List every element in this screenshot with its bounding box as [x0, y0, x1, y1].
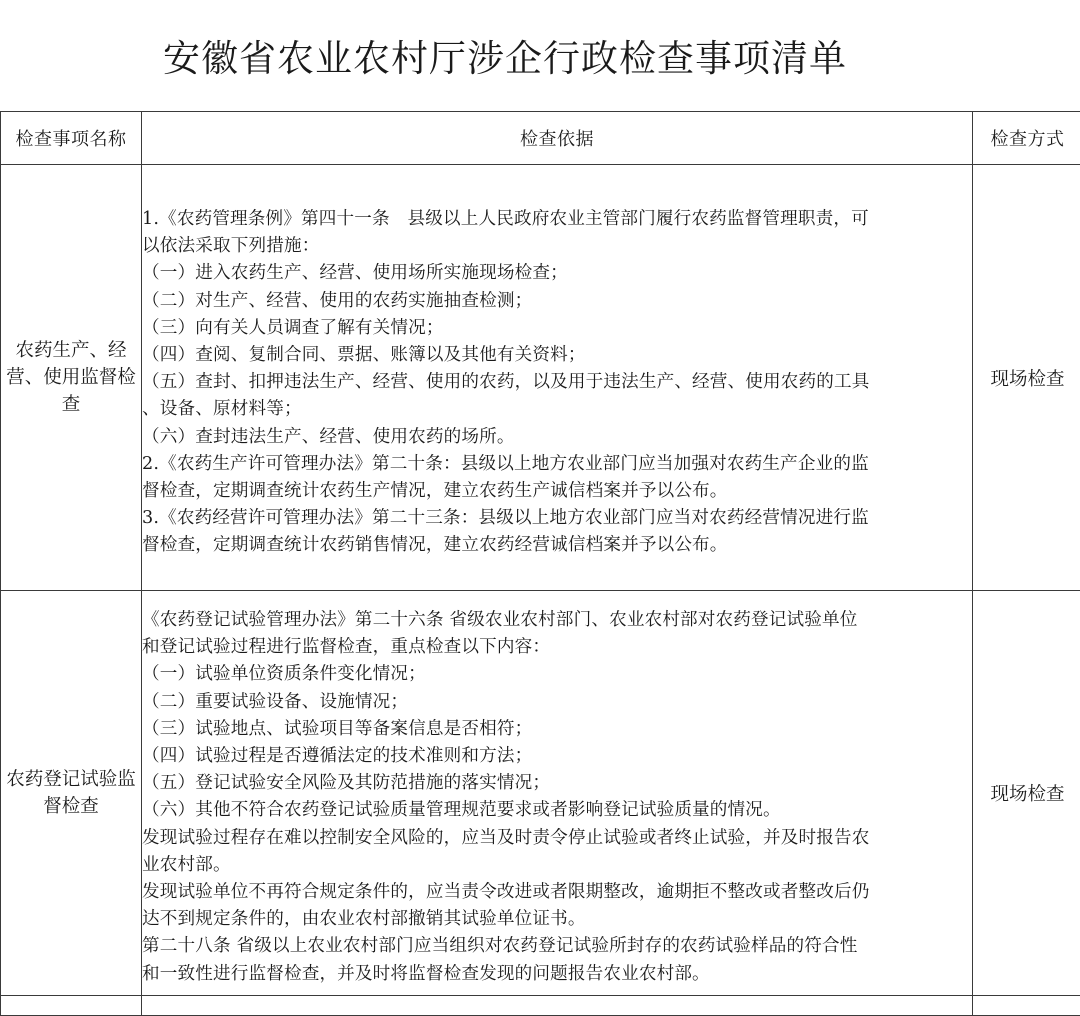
basis-line: 2.《农药生产许可管理办法》第二十条：县级以上地方农业部门应当加强对农药生产企业的监 — [142, 451, 972, 478]
item-name-cell — [1, 165, 142, 591]
basis-line: （三）向有关人员调查了解有关情况； — [142, 315, 972, 342]
item-name-cell — [1, 591, 142, 996]
basis-line: 、设备、原材料等； — [142, 396, 972, 423]
item-name-cell — [1, 996, 142, 1016]
basis-line: （四）查阅、复制合同、票据、账簿以及其他有关资料； — [142, 342, 972, 369]
basis-line: 第二十八条 省级以上农业农村部门应当组织对农药登记试验所封存的农药试验样品的符合性 — [142, 933, 972, 960]
inspection-method-cell — [973, 165, 1080, 591]
header-item-name: 检查事项名称 — [1, 112, 142, 165]
basis-line: 业农村部。 — [142, 852, 972, 879]
header-inspection-basis: 检查依据 — [142, 112, 973, 165]
inspection-method-cell — [973, 591, 1080, 996]
basis-line: 3.《农药经营许可管理办法》第二十三条：县级以上地方农业部门应当对农药经营情况进行监 — [142, 505, 972, 532]
inspection-basis-text — [142, 607, 972, 988]
item-name: 农药登记试验监督检查 — [6, 769, 136, 817]
basis-line: 发现试验单位不再符合规定条件的，应当责令改进或者限期整改，逾期拒不整改或者整改后仍 — [142, 879, 972, 906]
basis-line: （六）查封违法生产、经营、使用农药的场所。 — [142, 424, 972, 451]
table-row — [1, 591, 1080, 996]
inspection-items-table — [0, 111, 1080, 1016]
basis-line: （二）重要试验设备、设施情况； — [142, 689, 972, 716]
table-row — [1, 165, 1080, 591]
inspection-basis-cell — [142, 165, 973, 591]
basis-line: 1.《农药管理条例》第四十一条 县级以上人民政府农业主管部门履行农药监督管理职责，可 — [142, 206, 972, 233]
basis-line: （五）查封、扣押违法生产、经营、使用的农药，以及用于违法生产、经营、使用农药的工具 — [142, 369, 972, 396]
basis-line: （一）试验单位资质条件变化情况； — [142, 661, 972, 688]
item-name: 农药生产、经营、使用监督检查 — [6, 340, 136, 415]
inspection-basis-cell — [142, 996, 973, 1016]
basis-line: 达不到规定条件的，由农业农村部撤销其试验单位证书。 — [142, 906, 972, 933]
table-header-row — [1, 112, 1080, 165]
basis-line: 发现试验过程存在难以控制安全风险的，应当及时责令停止试验或者终止试验，并及时报告农 — [142, 825, 972, 852]
header-inspection-method: 检查方式 — [973, 112, 1080, 165]
basis-line: 和一致性进行监督检查，并及时将监督检查发现的问题报告农业农村部。 — [142, 961, 972, 988]
basis-line: 督检查，定期调查统计农药生产情况，建立农药生产诚信档案并予以公布。 — [142, 478, 972, 505]
basis-line: （六）其他不符合农药登记试验质量管理规范要求或者影响登记试验质量的情况。 — [142, 797, 972, 824]
basis-line: 以依法采取下列措施： — [142, 233, 972, 260]
document-title: 安徽省农业农村厅涉企行政检查事项清单 — [0, 34, 1010, 84]
basis-line: （四）试验过程是否遵循法定的技术准则和方法； — [142, 743, 972, 770]
basis-line: （五）登记试验安全风险及其防范措施的落实情况； — [142, 770, 972, 797]
basis-line: 督检查，定期调查统计农药销售情况，建立农药经营诚信档案并予以公布。 — [142, 532, 972, 559]
basis-line: （二）对生产、经营、使用的农药实施抽查检测； — [142, 288, 972, 315]
basis-line: 《农药登记试验管理办法》第二十六条 省级农业农村部门、农业农村部对农药登记试验单位 — [142, 607, 972, 634]
basis-line: （三）试验地点、试验项目等备案信息是否相符； — [142, 716, 972, 743]
inspection-basis-text — [142, 206, 972, 560]
inspection-method: 现场检查 — [990, 369, 1064, 390]
inspection-basis-cell — [142, 591, 973, 996]
basis-line: （一）进入农药生产、经营、使用场所实施现场检查； — [142, 260, 972, 287]
inspection-method-cell — [973, 996, 1080, 1016]
basis-line: 和登记试验过程进行监督检查，重点检查以下内容： — [142, 634, 972, 661]
inspection-method: 现场检查 — [990, 784, 1064, 805]
table-row — [1, 996, 1080, 1016]
